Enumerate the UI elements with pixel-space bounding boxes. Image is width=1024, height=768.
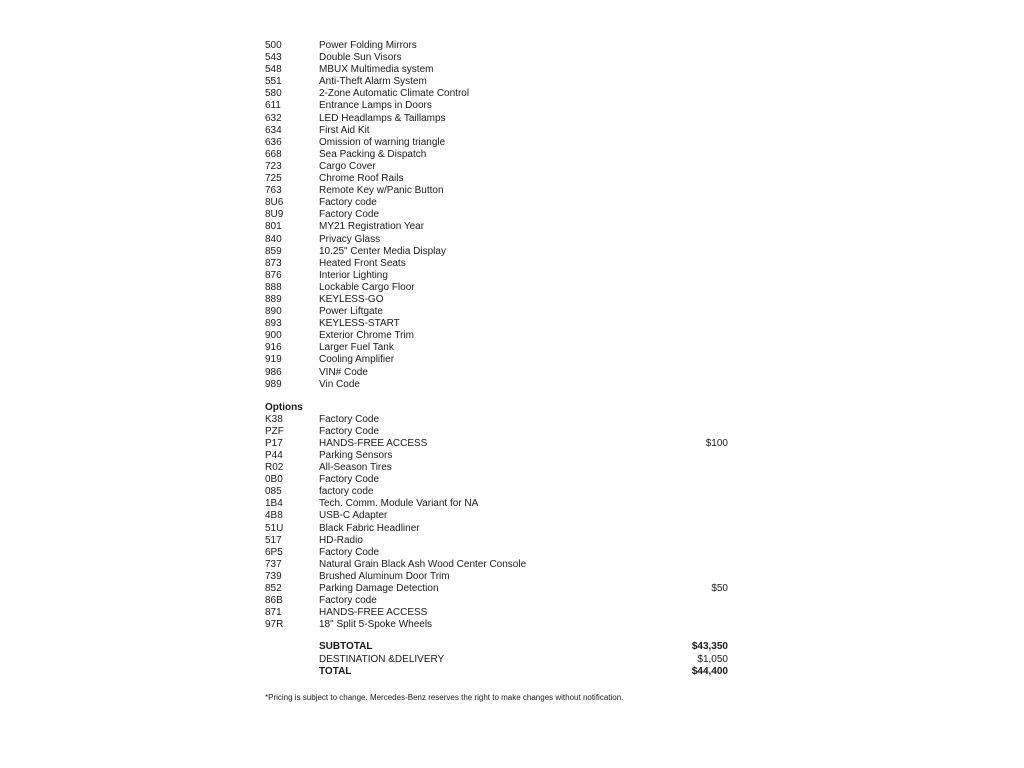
item-price bbox=[658, 379, 735, 391]
line-item-row bbox=[265, 450, 735, 462]
item-price bbox=[658, 523, 735, 535]
item-price bbox=[658, 510, 735, 522]
line-item-row bbox=[265, 426, 735, 438]
price-sheet bbox=[265, 40, 735, 678]
item-price bbox=[658, 161, 735, 173]
item-code: 801 bbox=[265, 221, 282, 233]
item-code: 551 bbox=[265, 76, 282, 88]
item-description: KEYLESS-START bbox=[319, 318, 400, 330]
item-description: Power Folding Mirrors bbox=[319, 40, 417, 51]
item-description: Sea Packing & Dispatch bbox=[319, 148, 427, 160]
item-code: 580 bbox=[265, 88, 282, 100]
item-description: Tech. Comm. Module Variant for NA bbox=[319, 498, 479, 510]
item-price bbox=[658, 137, 735, 149]
item-code: 611 bbox=[265, 100, 281, 112]
subtotal-value: $43,350 bbox=[691, 641, 728, 653]
item-description: Remote Key w/Panic Button bbox=[319, 185, 444, 197]
item-price bbox=[658, 209, 735, 221]
item-code: 859 bbox=[265, 245, 282, 257]
subtotal-spacer bbox=[265, 641, 319, 653]
item-description: MY21 Registration Year bbox=[319, 221, 425, 233]
line-item-row bbox=[265, 342, 735, 354]
total-row bbox=[265, 666, 735, 678]
item-price bbox=[658, 221, 735, 233]
line-item-row bbox=[265, 318, 735, 330]
item-code: 517 bbox=[265, 534, 282, 546]
item-price bbox=[658, 318, 735, 330]
item-code: 085 bbox=[265, 486, 282, 498]
item-description: Factory code bbox=[319, 595, 377, 607]
item-code: 97R bbox=[265, 619, 284, 631]
item-price bbox=[658, 64, 735, 76]
item-description: HANDS-FREE ACCESS bbox=[319, 607, 428, 619]
line-item-row bbox=[265, 354, 735, 366]
item-description: 2-Zone Automatic Climate Control bbox=[319, 88, 470, 100]
item-code: 888 bbox=[265, 281, 282, 293]
destination-value: $1,050 bbox=[697, 653, 728, 665]
item-description: Chrome Roof Rails bbox=[319, 173, 404, 185]
item-description: Cargo Cover bbox=[319, 160, 376, 172]
item-code: 8U6 bbox=[265, 197, 284, 209]
line-item-row bbox=[265, 40, 735, 52]
line-item-row bbox=[265, 294, 735, 306]
item-description: VIN# Code bbox=[319, 366, 368, 378]
item-price bbox=[658, 149, 735, 161]
item-price bbox=[658, 426, 735, 438]
item-code: 8U9 bbox=[265, 209, 284, 221]
item-price bbox=[658, 547, 735, 559]
item-description: LED Headlamps & Taillamps bbox=[319, 112, 446, 124]
item-price bbox=[658, 450, 735, 462]
item-description: Larger Fuel Tank bbox=[319, 342, 394, 354]
item-code: 916 bbox=[265, 342, 282, 354]
item-price bbox=[658, 330, 735, 342]
item-description: Factory code bbox=[319, 197, 377, 209]
total-label: TOTAL bbox=[319, 665, 352, 677]
item-description: Anti-Theft Alarm System bbox=[319, 76, 427, 88]
item-description: 10.25" Center Media Display bbox=[319, 245, 446, 257]
item-description: Heated Front Seats bbox=[319, 257, 406, 269]
item-description: MBUX Multimedia system bbox=[319, 64, 434, 76]
item-description: 18" Split 5-Spoke Wheels bbox=[319, 619, 433, 631]
item-description: Factory Code bbox=[319, 546, 380, 558]
line-item-row bbox=[265, 221, 735, 233]
item-price: $50 bbox=[711, 583, 728, 595]
item-price bbox=[658, 354, 735, 366]
destination-label: DESTINATION &DELIVERY bbox=[319, 653, 445, 665]
item-code: 725 bbox=[265, 173, 282, 185]
item-price bbox=[658, 125, 735, 137]
total-value: $44,400 bbox=[691, 665, 728, 677]
item-description: USB-C Adapter bbox=[319, 510, 388, 522]
item-code: 840 bbox=[265, 233, 282, 245]
line-item-row bbox=[265, 595, 735, 607]
line-item-row bbox=[265, 571, 735, 583]
line-item-row bbox=[265, 486, 735, 498]
item-code: 723 bbox=[265, 160, 282, 172]
item-description: factory code bbox=[319, 486, 374, 498]
item-code: 919 bbox=[265, 354, 282, 366]
item-price bbox=[658, 474, 735, 486]
line-item-row bbox=[265, 619, 735, 631]
item-description: First Aid Kit bbox=[319, 124, 370, 136]
item-description: Brushed Aluminum Door Trim bbox=[319, 570, 450, 582]
line-item-row bbox=[265, 498, 735, 510]
item-description: Double Sun Visors bbox=[319, 52, 402, 64]
item-description: Factory Code bbox=[319, 209, 380, 221]
item-description: Entrance Lamps in Doors bbox=[319, 100, 432, 112]
item-code: 890 bbox=[265, 306, 282, 318]
item-code: 86B bbox=[265, 595, 283, 607]
item-price bbox=[658, 294, 735, 306]
item-price bbox=[658, 76, 735, 88]
item-code: R02 bbox=[265, 462, 284, 474]
item-code: 737 bbox=[265, 558, 282, 570]
item-code: 632 bbox=[265, 112, 282, 124]
item-price bbox=[658, 234, 735, 246]
item-description: Exterior Chrome Trim bbox=[319, 330, 415, 342]
line-item-row bbox=[265, 379, 735, 391]
item-description: Lockable Cargo Floor bbox=[319, 281, 415, 293]
line-item-row bbox=[265, 547, 735, 559]
item-description: Interior Lighting bbox=[319, 269, 388, 281]
line-item-row bbox=[265, 583, 735, 595]
item-code: 6P5 bbox=[265, 546, 283, 558]
item-code: 739 bbox=[265, 570, 282, 582]
item-description: Cooling Amplifier bbox=[319, 354, 395, 366]
item-code: 4B8 bbox=[265, 510, 283, 522]
item-description: All-Season Tires bbox=[319, 462, 392, 474]
line-item-row bbox=[265, 161, 735, 173]
line-item-row bbox=[265, 270, 735, 282]
item-price bbox=[658, 52, 735, 64]
item-code: K38 bbox=[265, 413, 283, 425]
item-description: Parking Sensors bbox=[319, 450, 393, 461]
options-heading: Options bbox=[265, 401, 303, 413]
line-item-row bbox=[265, 607, 735, 619]
line-item-row bbox=[265, 282, 735, 294]
line-item-row bbox=[265, 367, 735, 379]
item-description: Natural Grain Black Ash Wood Center Console bbox=[319, 558, 527, 570]
item-description: Omission of warning triangle bbox=[319, 136, 446, 148]
item-price bbox=[658, 258, 735, 270]
item-code: 543 bbox=[265, 52, 282, 64]
pricing-disclaimer: *Pricing is subject to change. Mercedes-Benz reserves the right to make changes without notification. bbox=[265, 693, 624, 702]
item-price bbox=[658, 571, 735, 583]
standard-equipment-list bbox=[265, 40, 735, 391]
item-price bbox=[658, 414, 735, 426]
item-code: 893 bbox=[265, 318, 282, 330]
line-item-row bbox=[265, 113, 735, 125]
line-item-row bbox=[265, 258, 735, 270]
destination-spacer bbox=[265, 654, 319, 666]
line-item-row bbox=[265, 234, 735, 246]
item-code: 1B4 bbox=[265, 498, 283, 510]
item-code: 668 bbox=[265, 148, 282, 160]
item-price bbox=[658, 535, 735, 547]
item-code: 51U bbox=[265, 522, 284, 534]
item-price: $100 bbox=[705, 437, 728, 449]
item-code: P17 bbox=[265, 437, 283, 449]
item-description: Factory Code bbox=[319, 425, 380, 437]
item-code: PZF bbox=[265, 425, 284, 437]
item-price bbox=[658, 185, 735, 197]
line-item-row bbox=[265, 88, 735, 100]
item-description: Factory Code bbox=[319, 474, 380, 486]
item-description: KEYLESS-GO bbox=[319, 293, 384, 305]
line-item-row bbox=[265, 414, 735, 426]
item-code: 900 bbox=[265, 330, 282, 342]
item-price bbox=[658, 559, 735, 571]
item-code: 548 bbox=[265, 64, 282, 76]
line-item-row bbox=[265, 559, 735, 571]
item-description: Power Liftgate bbox=[319, 306, 383, 318]
line-item-row bbox=[265, 306, 735, 318]
item-description: Parking Damage Detection bbox=[319, 583, 439, 595]
item-code: P44 bbox=[265, 450, 283, 461]
item-code: 763 bbox=[265, 185, 282, 197]
line-item-row bbox=[265, 137, 735, 149]
item-price bbox=[658, 619, 735, 631]
line-item-row bbox=[265, 64, 735, 76]
item-price bbox=[658, 270, 735, 282]
item-description: Vin Code bbox=[319, 378, 360, 390]
item-code: 889 bbox=[265, 293, 282, 305]
item-price bbox=[658, 282, 735, 294]
item-price bbox=[658, 40, 735, 52]
item-code: 0B0 bbox=[265, 474, 283, 486]
item-price bbox=[658, 607, 735, 619]
line-item-row bbox=[265, 173, 735, 185]
line-item-row bbox=[265, 474, 735, 486]
item-code: 986 bbox=[265, 366, 282, 378]
line-item-row bbox=[265, 438, 735, 450]
line-item-row bbox=[265, 209, 735, 221]
item-price bbox=[658, 498, 735, 510]
item-price bbox=[658, 462, 735, 474]
item-code: 989 bbox=[265, 378, 282, 390]
total-spacer bbox=[265, 666, 319, 678]
line-item-row bbox=[265, 462, 735, 474]
line-item-row bbox=[265, 76, 735, 88]
item-price bbox=[658, 173, 735, 185]
subtotal-row bbox=[265, 641, 735, 653]
item-price bbox=[658, 306, 735, 318]
item-code: 871 bbox=[265, 607, 282, 619]
line-item-row bbox=[265, 510, 735, 522]
item-description: HD-Radio bbox=[319, 534, 363, 546]
line-item-row bbox=[265, 523, 735, 535]
item-price bbox=[658, 246, 735, 258]
item-description: Factory Code bbox=[319, 413, 380, 425]
item-description: Black Fabric Headliner bbox=[319, 522, 420, 534]
item-price bbox=[658, 342, 735, 354]
item-price bbox=[658, 197, 735, 209]
line-item-row bbox=[265, 185, 735, 197]
item-code: 873 bbox=[265, 257, 282, 269]
item-description: HANDS-FREE ACCESS bbox=[319, 437, 428, 449]
line-item-row bbox=[265, 197, 735, 209]
item-price bbox=[658, 100, 735, 112]
line-item-row bbox=[265, 330, 735, 342]
line-item-row bbox=[265, 100, 735, 112]
item-price bbox=[658, 367, 735, 379]
item-price bbox=[658, 113, 735, 125]
line-item-row bbox=[265, 246, 735, 258]
options-list bbox=[265, 414, 735, 632]
line-item-row bbox=[265, 52, 735, 64]
item-price bbox=[658, 88, 735, 100]
item-description: Privacy Glass bbox=[319, 233, 381, 245]
item-price bbox=[658, 486, 735, 498]
item-price bbox=[658, 595, 735, 607]
item-code: 634 bbox=[265, 124, 282, 136]
item-code: 876 bbox=[265, 269, 282, 281]
item-code: 636 bbox=[265, 136, 282, 148]
item-code: 500 bbox=[265, 40, 282, 51]
line-item-row bbox=[265, 535, 735, 547]
totals-block bbox=[265, 641, 735, 677]
line-item-row bbox=[265, 149, 735, 161]
item-code: 852 bbox=[265, 583, 282, 595]
destination-row bbox=[265, 654, 735, 666]
line-item-row bbox=[265, 125, 735, 137]
subtotal-label: SUBTOTAL bbox=[319, 641, 373, 653]
